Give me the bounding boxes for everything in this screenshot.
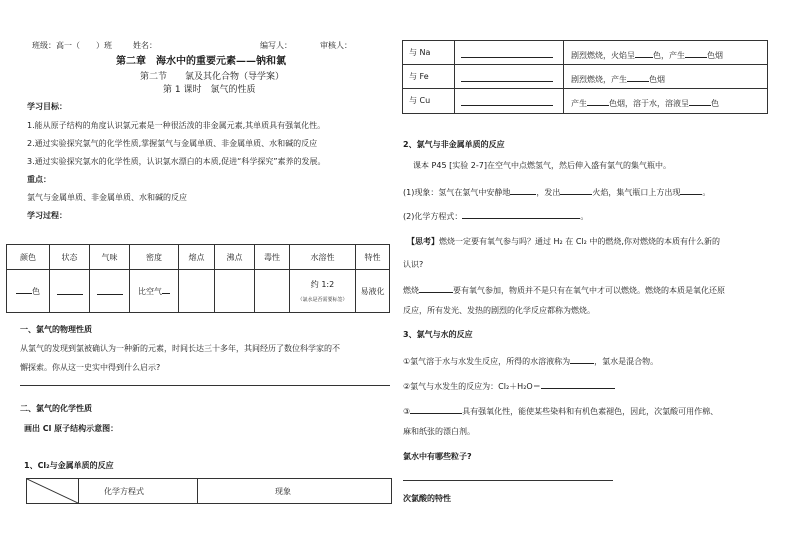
cell-smell[interactable]: [90, 270, 130, 313]
hclo-heading: 次氯酸的特性: [403, 494, 451, 503]
oxidizer-blank[interactable]: [410, 405, 462, 414]
solubility-value: 约 1:2: [310, 280, 335, 289]
header-feature: 特性: [356, 245, 390, 270]
header-phenomenon: 现象: [275, 487, 291, 496]
water-equation-blank[interactable]: [541, 380, 615, 389]
cell-toxicity[interactable]: [255, 270, 290, 313]
sec1-answer-line[interactable]: [20, 385, 390, 386]
na-phenomenon: 剧烈燃烧，火焰呈 色，产生 色烟: [571, 51, 723, 60]
key-text: 氯气与金属单质、非金属单质、水和碱的反应: [27, 193, 187, 202]
header-state: 状态: [50, 245, 90, 270]
cell-feature: 易液化: [356, 270, 390, 313]
cu-equation-blank[interactable]: [461, 97, 553, 106]
sec1-paragraph-1: 从氯气的发现到氯被确认为一种新的元素，时间长达三十多年，其间经历了数位科学家的不: [20, 344, 340, 353]
metal-reaction-table: [402, 40, 768, 114]
header-boiling: 沸点: [215, 245, 255, 270]
burning-blank[interactable]: [419, 284, 453, 293]
lesson-title: 第 1 课时 氯气的性质: [163, 85, 256, 95]
header-color: 颜色: [7, 245, 50, 270]
water-reaction-2: ②氯气与水发生的反应为：Cl₂＋H₂O＝: [403, 380, 615, 391]
metal-cu-label: 与 Cu: [409, 96, 431, 105]
header-melting: 熔点: [179, 245, 215, 270]
sub1-heading: 1、Cl₂与金属单质的反应: [24, 461, 114, 470]
metal-fe-label: 与 Fe: [409, 72, 429, 81]
water-reaction-1: ①氯气溶于水与水发生反应，所得的水溶液称为 ，氯水是混合物。: [403, 357, 659, 366]
section-title: 第二节 氯及其化合物（导学案）: [140, 72, 285, 82]
sec1-heading: 一、氯气的物理性质: [20, 325, 92, 334]
objectives-heading: 学习目标：: [27, 102, 67, 111]
cu-phenomenon: 产生 色烟，溶于水，溶液呈 色: [571, 99, 719, 108]
cell-color[interactable]: 色: [7, 270, 50, 313]
chlorine-water-blank[interactable]: [570, 355, 594, 364]
metal-table-divider-1: [78, 479, 79, 503]
diagonal-header-line: [27, 479, 78, 503]
think-question-1: 【思考】燃烧一定要有氧气参与吗？通过 H₂ 在 Cl₂ 中的燃烧,你对燃烧的本质有什么新的: [407, 237, 720, 246]
reviewer-label: 审核人：: [320, 41, 352, 50]
cell-state[interactable]: [50, 270, 90, 313]
cell-solubility: [290, 270, 356, 313]
atom-structure-prompt: 画出 Cl 原子结构示意图：: [24, 424, 119, 433]
process-heading: 学习过程：: [27, 211, 67, 220]
water-reaction-3: ③ 具有强氧化性，能使某些染料和有机色素褪色，因此，次氯酸可用作棉、: [403, 407, 719, 416]
header-smell: 气味: [90, 245, 130, 270]
objective-3: 3.通过实验探究氯水的化学性质，认识氯水漂白的本质,促进“科学探究”素养的发展。: [27, 157, 326, 166]
sub2-observation: (1)现象：氢气在氯气中安静地 ，发出 火焰，集气瓶口上方出现 。: [403, 188, 711, 197]
header-equation: 化学方程式: [104, 487, 144, 496]
header-solubility: 水溶性: [290, 245, 356, 270]
solubility-note: （氯水是否需要标签）: [297, 297, 348, 303]
cell-boiling[interactable]: [215, 270, 255, 313]
water-reaction-3-cont: 麻和纸张的漂白剂。: [403, 427, 475, 436]
class-label: 班级：高一（ ）班: [32, 41, 112, 50]
name-label: 姓名：: [133, 41, 157, 50]
particles-question: 氯水中有哪些粒子?: [403, 452, 472, 461]
objective-1: 1.能从原子结构的角度认识氯元素是一种很活泼的非金属元素,其单质具有强氧化性。: [27, 121, 326, 130]
header-toxicity: 毒性: [255, 245, 290, 270]
objective-2: 2.通过实验探究氯气的化学性质,掌握氯气与金属单质、非金属单质、水和碱的反应: [27, 139, 318, 148]
burning-paragraph-2: 反应，所有发光、发热的剧烈的化学反应都称为燃烧。: [403, 306, 595, 315]
chapter-title: 第二章 海水中的重要元素——钠和氯: [116, 56, 286, 67]
metal-na-label: 与 Na: [409, 48, 431, 57]
sub2-equation: (2)化学方程式： 。: [403, 212, 589, 221]
na-equation-blank[interactable]: [461, 49, 553, 58]
cell-melting[interactable]: [179, 270, 215, 313]
key-heading: 重点：: [27, 175, 51, 184]
property-table: [6, 244, 390, 313]
sec2-heading: 二、氯气的化学性质: [20, 404, 92, 413]
header-density: 密度: [130, 245, 179, 270]
think-question-2: 认识?: [403, 260, 424, 269]
particles-answer-line[interactable]: [403, 480, 613, 481]
editor-label: 编写人：: [260, 41, 292, 50]
fe-equation-blank[interactable]: [461, 73, 553, 82]
burning-paragraph-1: 燃烧 要有氧气参加，物质并不是只有在氧气中才可以燃烧。燃烧的本质是氧化还原: [403, 286, 725, 295]
sub2-intro: 课本 P45 [实验 2-7]在空气中点燃氢气，然后伸入盛有氯气的集气瓶中。: [413, 161, 671, 170]
metal-table-header: [26, 478, 392, 504]
cell-density[interactable]: 比空气: [130, 270, 179, 313]
sec1-paragraph-2: 懈探索。你从这一史实中得到什么启示?: [20, 363, 161, 372]
sub3-heading: 3、氯气与水的反应: [403, 330, 473, 339]
sub2-heading: 2、氯气与非金属单质的反应: [403, 140, 505, 149]
fe-phenomenon: 剧烈燃烧，产生 色烟: [571, 75, 665, 84]
metal-table-divider-2: [197, 479, 198, 503]
sub2-equation-blank[interactable]: [462, 210, 580, 219]
